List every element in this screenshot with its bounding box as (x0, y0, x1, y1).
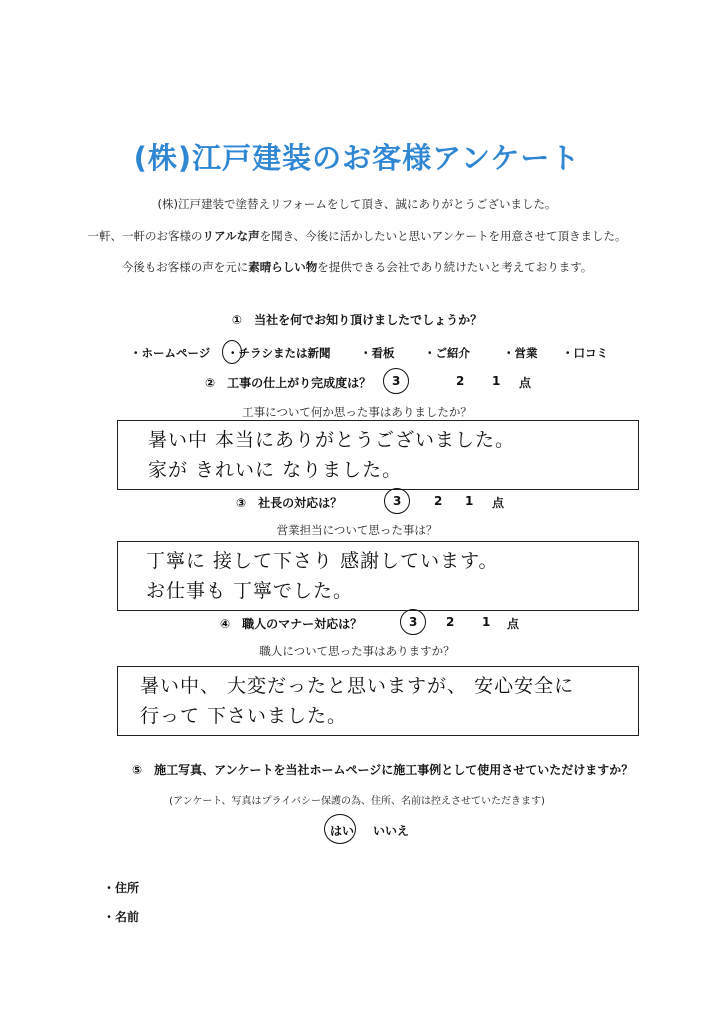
name-label: ・名前 (103, 910, 140, 924)
intro-line-2-emphasis: リアルな声 (202, 229, 260, 243)
q1-option-homepage[interactable]: ・ホームページ (130, 346, 211, 360)
intro-line-3 (0, 259, 714, 275)
q2-answer-box[interactable] (117, 420, 639, 490)
q2-rating-2[interactable]: 2 (456, 374, 465, 388)
q5-yes-option[interactable]: はい (330, 824, 355, 838)
intro-line-3-pre: 今後もお客様の声を元に (121, 260, 249, 274)
q3-answer-box[interactable] (117, 541, 639, 611)
q1-selected-circle (222, 340, 242, 364)
q2-rating-1[interactable]: 1 (492, 374, 501, 388)
q4-rating-2[interactable]: 2 (446, 615, 455, 629)
q4-answer-line-1: 暑い中、 大変だったと思いますが、 安心安全に (140, 675, 575, 697)
q3-answer-line-2: お仕事も 丁寧でした。 (146, 580, 354, 602)
q1-option-sales[interactable]: ・営業 (503, 346, 538, 360)
q5-no-option[interactable]: いいえ (373, 824, 410, 838)
q1-option-word-of-mouth[interactable]: ・口コミ (562, 346, 608, 360)
q3-rating-unit: 点 (492, 496, 505, 510)
q3-subquestion: 営業担当について思った事は？ (276, 523, 438, 537)
q2-subquestion: 工事について何か思った事はありましたか？ (242, 405, 472, 419)
intro-line-1: (株)江戸建装で塗替えリフォームをして頂き、誠にありがとうございました。 (157, 197, 557, 211)
intro-line-3-emphasis: 素晴らしい物 (248, 260, 318, 274)
q2-answer-line-1: 暑い中 本当にありがとうございました。 (148, 429, 516, 451)
q3-rating-3[interactable]: 3 (393, 494, 402, 508)
q1-option-signboard[interactable]: ・看板 (360, 346, 395, 360)
intro-line-2 (0, 228, 714, 244)
q3-selected-circle (384, 488, 410, 514)
q4-rating-3[interactable]: 3 (409, 615, 418, 629)
q4-subquestion: 職人について思った事はありますか？ (259, 644, 455, 658)
q4-rating-1[interactable]: 1 (482, 615, 491, 629)
q3-answer-line-1: 丁寧に 接して下さり 感謝しています。 (146, 550, 499, 572)
q4-answer-box[interactable] (117, 666, 639, 736)
q5-selected-circle (324, 814, 356, 844)
intro-line-3-post: を提供できる会社であり続けたいと考えております。 (317, 260, 593, 274)
intro-line-2-pre: 一軒、一軒のお客様の (87, 229, 203, 243)
question-3-label: ③ 社長の対応は？ (236, 496, 343, 510)
q2-selected-circle (383, 368, 409, 394)
q4-selected-circle (400, 609, 426, 635)
q2-answer-line-2: 家が きれいに なりました。 (148, 459, 403, 481)
q1-option-referral[interactable]: ・ご紹介 (424, 346, 470, 360)
address-label: ・住所 (103, 881, 140, 895)
question-5-label: ⑤ 施工写真、アンケートを当社ホームページに施工事例として使用させていただけますか？ (132, 763, 634, 777)
q3-rating-1[interactable]: 1 (465, 494, 474, 508)
question-2-label: ② 工事の仕上がり完成度は？ (205, 376, 372, 390)
q1-option-flyer[interactable]: ・チラシまたは新聞 (227, 346, 331, 360)
question-4-label: ④ 職人のマナー対応は？ (220, 617, 363, 631)
intro-line-2-post: を聞き、今後に活かしたいと思いアンケートを用意させて頂きました。 (259, 229, 627, 243)
q4-answer-line-2: 行って 下さいました。 (140, 705, 348, 727)
question-1-label: ① 当社を何でお知り頂けましたでしょうか？ (231, 313, 483, 327)
q2-rating-unit: 点 (519, 376, 532, 390)
q2-rating-3[interactable]: 3 (392, 374, 401, 388)
q3-rating-2[interactable]: 2 (434, 494, 443, 508)
q4-rating-unit: 点 (507, 617, 520, 631)
survey-title: (株)江戸建装のお客様アンケート (133, 141, 581, 175)
q5-privacy-note: (アンケート、写真はプライバシー保護の為、住所、名前は控えさせていただきます) (169, 796, 545, 807)
